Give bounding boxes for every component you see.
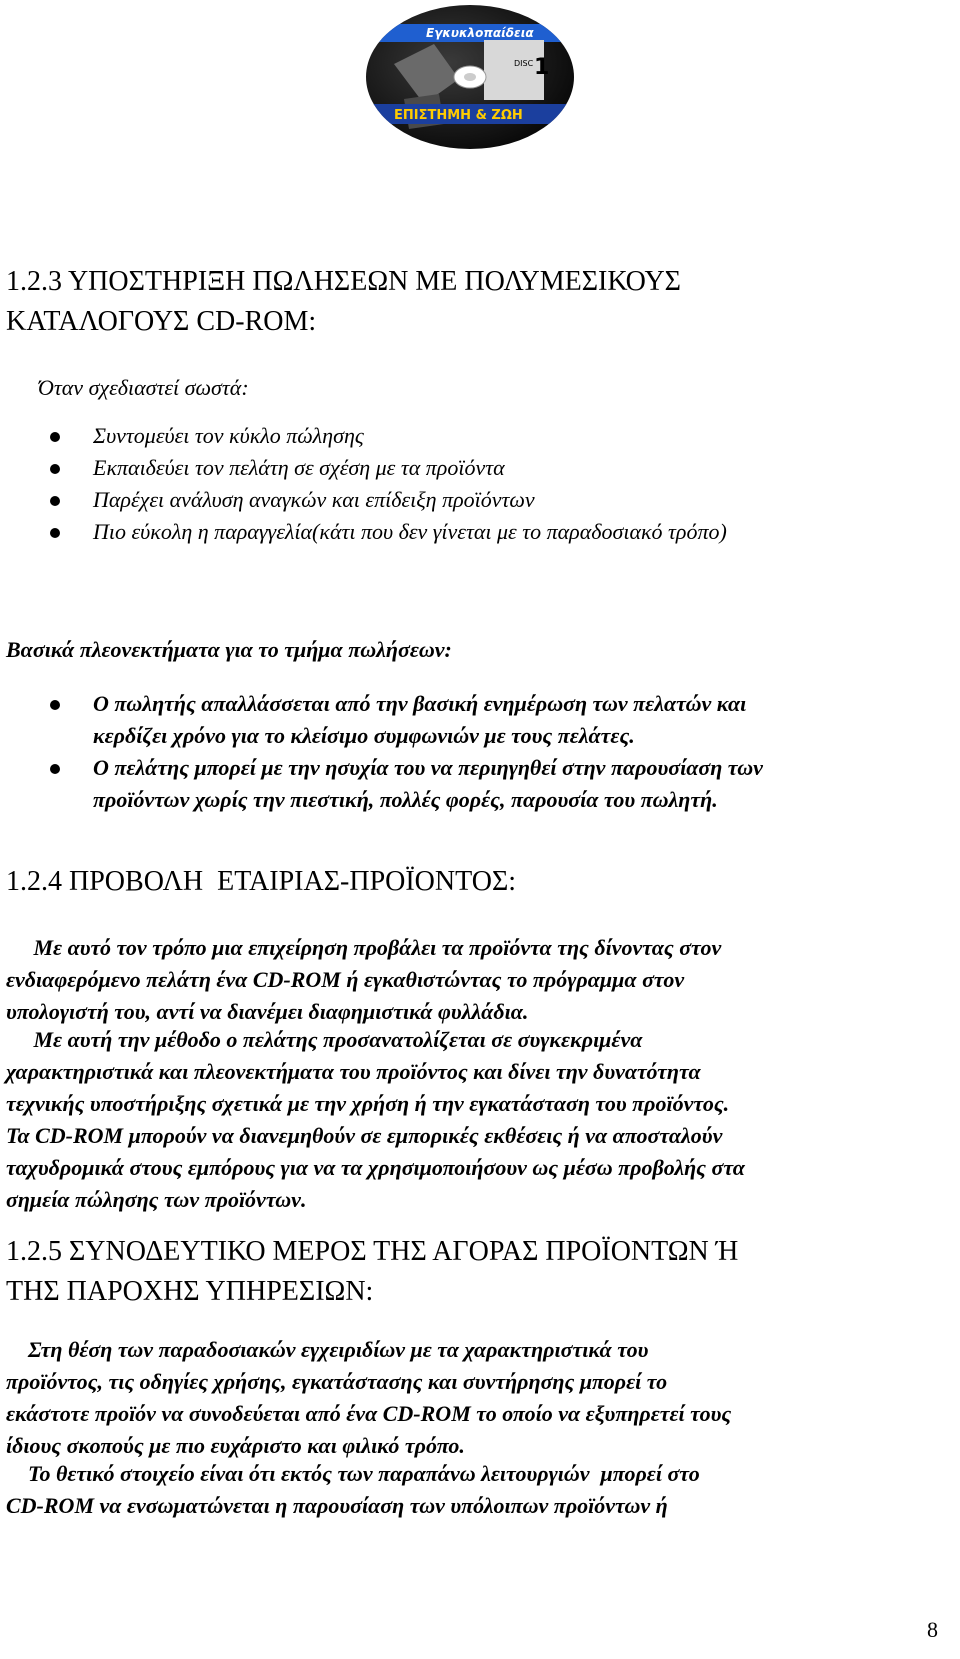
advantages-title: Βασικά πλεονεκτήματα για το τμήμα πωλήσεων:: [6, 637, 452, 662]
advantages-list: [0, 688, 960, 816]
cd-brand: ΕΠΙΣΤΗΜΗ & ΖΩΗ: [394, 108, 523, 123]
bullet-icon: [50, 432, 60, 442]
heading-line: 1.2.3 ΥΠΟΣΤΗΡΙΞΗ ΠΩΛΗΣΕΩΝ ΜΕ ΠΟΛΥΜΕΣΙΚΟΥΣ: [6, 266, 681, 297]
cd-disc-label: DISC: [514, 59, 534, 68]
list-item: Παρέχει ανάλυση αναγκών και επίδειξη προϊόντων: [0, 484, 960, 516]
section-124-heading: 1.2.4 ΠΡΟΒΟΛΗ ΕΤΑΙΡΙΑΣ-ΠΡΟΪΟΝΤΟΣ:: [6, 866, 517, 897]
bullet-icon: [50, 700, 60, 710]
section-125-heading: 1.2.5 ΣΥΝΟΔΕΥΤΙΚΟ ΜΕΡΟΣ ΤΗΣ ΑΓΟΡΑΣ ΠΡΟΪΟΝΤΩΝ Ή ΤΗΣ ΠΑΡΟΧΗΣ ΥΠΗΡΕΣΙΩΝ:: [6, 1236, 739, 1307]
cd-disc-image: [364, 4, 576, 150]
bullet-icon: [50, 764, 60, 774]
intro-text: Όταν σχεδιαστεί σωστά:: [38, 375, 249, 400]
list-item: Συντομεύει τον κύκλο πώλησης: [0, 420, 960, 452]
section-125-paragraph-1: Στη θέση των παραδοσιακών εγχειριδίων με τα χαρακτηριστικά του προϊόντος, τις οδηγίες χρήσης, εγκατάστασης και συντήρησης μπορεί το εκάστοτε προϊόν να συνοδεύεται από ένα CD-ROM το οποίο να εξυπηρετεί τους ίδιους σκοπούς με πιο ευχάριστο και φιλικό τρόπο.: [6, 1337, 732, 1458]
list-item: Ο πελάτης μπορεί με την ησυχία του να περιηγηθεί στην παρουσίαση των προϊόντων χωρίς την πιεστική, πολλές φορές, παρουσία του πωλητή.: [0, 752, 960, 816]
page-number: 8: [927, 1617, 938, 1642]
section-123-heading: [6, 262, 936, 342]
list-item: Εκπαιδεύει τον πελάτη σε σχέση με τα προϊόντα: [0, 452, 960, 484]
cd-disc-number: 1: [534, 55, 550, 80]
section-124-paragraph-1: Με αυτό τον τρόπο μια επιχείρηση προβάλει τα προϊόντα της δίνοντας στον ενδιαφερόμενο πελάτη ένα CD-ROM ή εγκαθιστώντας το πρόγραμμα στον υπολογιστή του, αντί να διανέμει διαφημιστικά φυλλάδια.: [6, 935, 722, 1024]
section-124-paragraph-2: Με αυτή την μέθοδο ο πελάτης προσανατολίζεται σε συγκεκριμένα χαρακτηριστικά και πλεονεκτήματα του προϊόντος και δίνει την δυνατότητα τεχνικής υποστήριξης σχετικά με την χρήση ή την εγκατάσταση του προϊόντος. Τα CD-ROM μπορούν να διανεμηθούν σε εμπορικές εκθέσεις ή να αποσταλούν ταχυδρομικά στους εμπόρους για να τα χρησιμοποιήσουν ως μέσω προβολής στα σημεία πώλησης των προϊόντων.: [6, 1027, 745, 1212]
bullet-icon: [50, 528, 60, 538]
list-item: Πιο εύκολη η παραγγελία(κάτι που δεν γίνεται με το παραδοσιακό τρόπο): [0, 516, 960, 548]
benefits-list: [0, 420, 960, 548]
heading-line: ΚΑΤΑΛΟΓΟΥΣ CD-ROM:: [6, 306, 317, 337]
bullet-icon: [50, 496, 60, 506]
bullet-icon: [50, 464, 60, 474]
list-item: Ο πωλητής απαλλάσσεται από την βασική ενημέρωση των πελατών και κερδίζει χρόνο για το κλείσιμο συμφωνιών με τους πελάτες.: [0, 688, 960, 752]
cd-title: Εγκυκλοπαίδεια: [426, 26, 534, 40]
section-125-paragraph-2: Το θετικό στοιχείο είναι ότι εκτός των παραπάνω λειτουργιών μπορεί στο CD-ROM να ενσωματώνεται η παρουσίαση των υπόλοιπων προϊόντων ή: [6, 1461, 700, 1518]
